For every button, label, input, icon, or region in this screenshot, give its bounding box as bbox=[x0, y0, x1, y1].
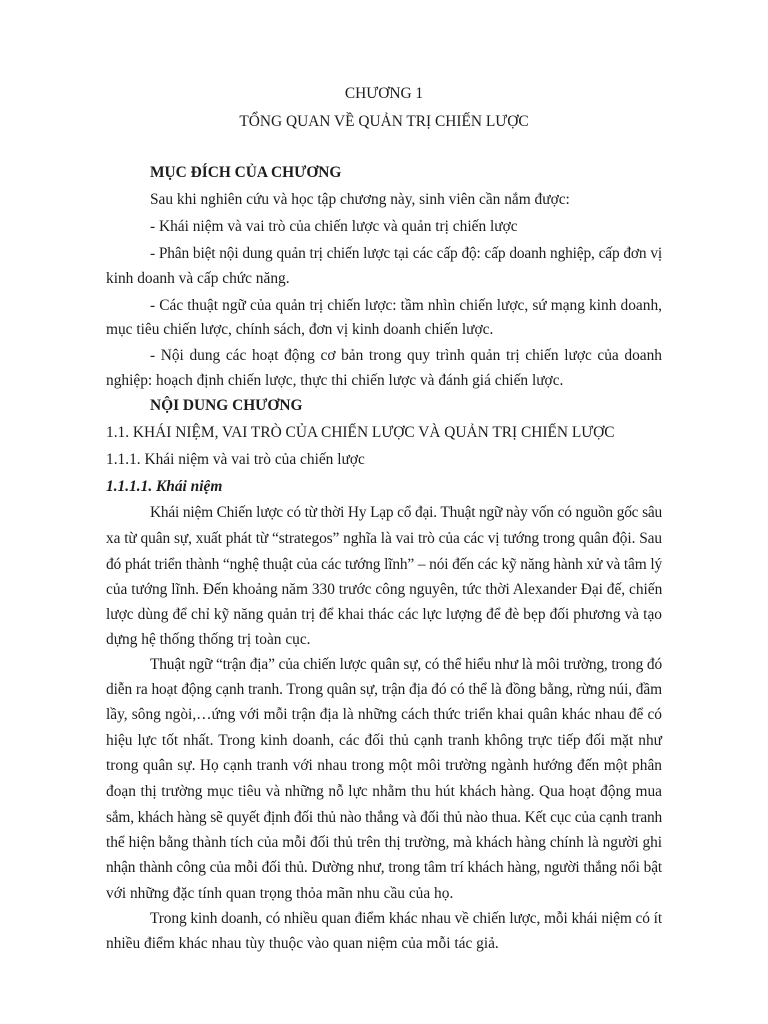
chapter-title: TỔNG QUAN VỀ QUẢN TRỊ CHIẾN LƯỢC bbox=[239, 113, 529, 130]
paragraph-line: lược dùng để chỉ kỹ năng quản trị để khai thác các lực lượng để đè bẹp đối phương và tạo bbox=[106, 606, 662, 623]
paragraph-line: sắm, khách hàng sẽ quyết định đối thủ nào thắng và đối thủ nào thua. Kết cục của cạnh tranh bbox=[106, 809, 662, 826]
paragraph-line: Trong kinh doanh, có nhiều quan điểm khác nhau về chiến lược, mỗi khái niệm có ít bbox=[150, 910, 662, 927]
paragraph-line: Khái niệm Chiến lược có từ thời Hy Lạp cổ đại. Thuật ngữ này vốn có nguồn gốc sâu bbox=[150, 504, 662, 521]
purpose-item-line: mục tiêu chiến lược, chính sách, đơn vị kinh doanh chiến lược. bbox=[106, 321, 494, 338]
purpose-heading: MỤC ĐÍCH CỦA CHƯƠNG bbox=[150, 164, 342, 181]
purpose-item-line: nghiệp: hoạch định chiến lược, thực thi chiến lược và đánh giá chiến lược. bbox=[106, 372, 564, 389]
purpose-item-line: - Khái niệm và vai trò của chiến lược và quản trị chiến lược bbox=[150, 218, 518, 235]
paragraph-line: với những đặc tính quan trọng thỏa mãn nhu cầu của họ. bbox=[106, 885, 454, 902]
purpose-item-line: - Nội dung các hoạt động cơ bản trong quy trình quản trị chiến lược của doanh bbox=[150, 347, 662, 364]
section-1-1-1-1-heading: 1.1.1.1. Khái niệm bbox=[106, 478, 223, 495]
purpose-intro: Sau khi nghiên cứu và học tập chương này, sinh viên cần nắm được: bbox=[150, 191, 570, 208]
paragraph-line: dựng hệ thống thống trị toàn cục. bbox=[106, 631, 311, 648]
paragraph-line: đó phát triển thành “nghệ thuật của các tướng lĩnh” – nói đến các kỹ năng hành xử và tâm lý bbox=[106, 556, 662, 573]
purpose-item-line: kinh doanh và cấp chức năng. bbox=[106, 270, 290, 287]
paragraph-line: Thuật ngữ “trận địa” của chiến lược quân sự, có thể hiểu như là môi trường, trong đó bbox=[150, 656, 662, 673]
paragraph-line: nhận thành công của mỗi đối thủ. Dường như, trong tâm trí khách hàng, người thắng nổi bật bbox=[106, 859, 662, 876]
purpose-item-line: - Phân biệt nội dung quản trị chiến lược tại các cấp độ: cấp doanh nghiệp, cấp đơn vị bbox=[150, 245, 662, 262]
content-heading: NỘI DUNG CHƯƠNG bbox=[150, 397, 303, 414]
paragraph-line: hiệu lực tốt nhất. Trong kinh doanh, các đối thủ cạnh tranh không trực tiếp đối mặt như bbox=[106, 732, 662, 749]
paragraph-line: trong quân sự. Họ cạnh tranh với nhau trong một môi trường ngành hướng đến một phân bbox=[106, 757, 662, 774]
paragraph-line: đoạn thị trường mục tiêu và những nỗ lực nhằm thu hút khách hàng. Qua hoạt động mua bbox=[106, 783, 662, 800]
paragraph-line: xa từ quân sự, xuất phát từ “strategos” nghĩa là vai trò của các vị tướng trong quân đội. Sau bbox=[106, 530, 662, 547]
chapter-number: CHƯƠNG 1 bbox=[344, 85, 424, 102]
paragraph-line: lầy, sông ngòi,…ứng với mỗi trận địa là những cách thức triển khai quân khác nhau để có bbox=[106, 706, 662, 723]
paragraph-line: diễn ra hoạt động cạnh tranh. Trong quân sự, trận địa đó có thể là đồng bằng, rừng núi, đầm bbox=[106, 681, 662, 698]
section-1-1-1-heading: 1.1.1. Khái niệm và vai trò của chiến lược bbox=[106, 451, 365, 468]
paragraph-line: của tướng lĩnh. Đến khoảng năm 330 trước công nguyên, tức thời Alexander Đại đế, chiến bbox=[106, 581, 663, 598]
paragraph-line: nhiều điểm khác nhau tùy thuộc vào quan niệm của mỗi tác giả. bbox=[106, 935, 499, 952]
paragraph-line: thể hiện bằng thành tích của mỗi đối thủ trên thị trường, mà khách hàng chính là người ghi bbox=[106, 834, 662, 851]
purpose-item-line: - Các thuật ngữ của quản trị chiến lược: tầm nhìn chiến lược, sứ mạng kinh doanh, bbox=[150, 297, 662, 314]
section-1-1-heading: 1.1. KHÁI NIỆM, VAI TRÒ CỦA CHIẾN LƯỢC VÀ QUẢN TRỊ CHIẾN LƯỢC bbox=[106, 424, 615, 441]
